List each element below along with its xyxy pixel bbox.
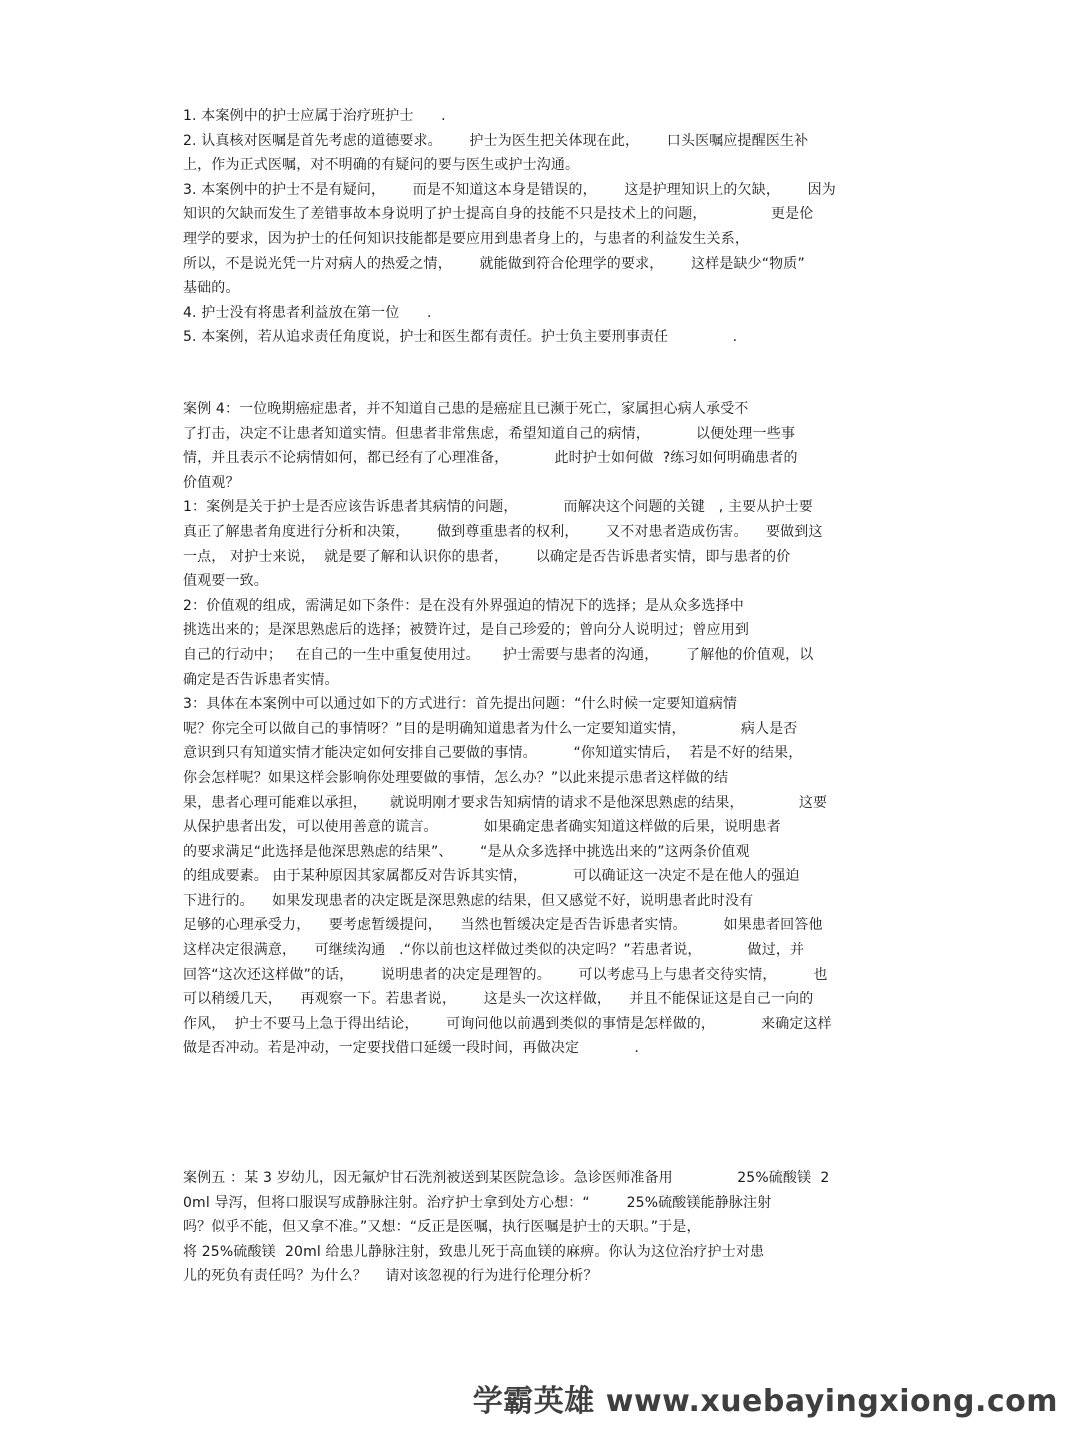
text-line: 2. 认真核对医嘱是首先考虑的道德要求。 护士为医生把关体现在此， 口头医嘱应提醒医生补 <box>183 132 809 149</box>
text-line: 真正了解患者角度进行分析和决策， 做到尊重患者的权利， 又不对患者造成伤害。 要做到这 <box>183 523 823 540</box>
text-line: 吗？似乎不能，但又拿不准。”又想：“反正是医嘱，执行医嘱是护士的天职。”于是， <box>183 1219 701 1236</box>
text-line: 的组成要素。 由于某种原因其家属都反对告诉其实情， 可以确证这一决定不是在他人的强迫 <box>183 868 800 885</box>
case3-analysis-section <box>183 104 903 350</box>
text-line: 值观要一致。 <box>183 573 268 590</box>
case5-section <box>183 1166 903 1289</box>
site-watermark: 学霸英雄 www.xuebayingxiong.com <box>472 1384 1058 1419</box>
text-line: 理学的要求，因为护士的任何知识技能都是要应用到患者身上的，与患者的利益发生关系， <box>183 230 749 247</box>
text-line: 所以，不是说光凭一片对病人的热爱之情， 就能做到符合伦理学的要求， 这样是缺少“物质” <box>183 255 805 272</box>
text-line: 1：案例是关于护士是否应该告诉患者其病情的问题， 而解决这个问题的关键 , 主要从护士要 <box>183 499 813 516</box>
text-line: 基础的。 <box>183 280 240 297</box>
text-line: 下进行的。 如果发现患者的决定既是深思熟虑的结果，但又感觉不好，说明患者此时没有 <box>183 892 754 909</box>
text-line: 案例 4：一位晚期癌症患者，并不知道自己患的是癌症且已濒于死亡，家属担心病人承受不 <box>183 401 749 417</box>
text-line: 儿的死负有责任吗？为什么？ 请对该忽视的行为进行伦理分析？ <box>183 1268 598 1285</box>
text-line: 3：具体在本案例中可以通过如下的方式进行：首先提出问题：“什么时候一定要知道病情 <box>183 696 738 713</box>
text-line: 一点， 对护士来说， 就是要了解和认识你的患者， 以确定是否告诉患者实情，即与患者的价 <box>183 548 791 565</box>
text-line: 2：价值观的组成，需满足如下条件：是在没有外界强迫的情况下的选择；是从众多选择中 <box>183 597 744 614</box>
text-line: 挑选出来的；是深思熟虑后的选择；被赞许过，是自己珍爱的；曾向分人说明过；曾应用到 <box>183 622 749 639</box>
text-line: 自己的行动中； 在自己的一生中重复使用过。 护士需要与患者的沟通， 了解他的价值观，以 <box>183 646 814 663</box>
text-line: 意识到只有知道实情才能决定如何安排自己要做的事情。 “你知道实情后， 若是不好的结果， <box>183 745 803 762</box>
text-line: 3. 本案例中的护士不是有疑问， 而是不知道这本身是错误的， 这是护理知识上的欠缺， 因为 <box>183 181 836 198</box>
text-line: 做是否冲动。若是冲动，一定要找借口延缓一段时间，再做决定 . <box>183 1040 640 1057</box>
text-line: 可以稍缓几天， 再观察一下。若患者说， 这是头一次这样做， 并且不能保证这是自己一向的 <box>183 991 814 1008</box>
text-line: 价值观？ <box>183 474 240 491</box>
text-line: 确定是否告诉患者实情。 <box>183 671 339 688</box>
text-line: 情，并且表示不论病情如何，都已经有了心理准备， 此时护士如何做 ?练习如何明确患者的 <box>183 450 798 467</box>
text-line: 案例五 ：某 3 岁幼儿，因无氟炉甘石洗剂被送到某医院急诊。急诊医师准备用 25%硫酸镁 2 <box>183 1170 830 1186</box>
text-line: 的要求满足“此选择是他深思熟虑的结果”、 “是从众多选择中挑选出来的”这两条价值观 <box>183 843 750 860</box>
text-line: 了打击，决定不让患者知道实情。但患者非常焦虑，希望知道自己的病情， 以便处理一些事 <box>183 425 795 442</box>
text-line: 0ml 导泻，但将口服误写成静脉注射。治疗护士拿到处方心想：“ 25%硫酸镁能静脉注射 <box>183 1194 772 1211</box>
text-line: 呢？你完全可以做自己的事情呀？”目的是明确知道患者为什么一定要知道实情， 病人是否 <box>183 720 798 737</box>
text-line: 1. 本案例中的护士应属于治疗班护士 . <box>183 108 446 124</box>
text-line: 足够的心理承受力， 要考虑暂缓提问， 当然也暂缓决定是否告诉患者实情。 如果患者回答他 <box>183 917 823 934</box>
text-line: 知识的欠缺而发生了差错事故本身说明了护士提高自身的技能不只是技术上的问题， 更是伦 <box>183 206 814 223</box>
text-line: 5. 本案例，若从追求责任角度说，护士和医生都有责任。护士负主要刑事责任 . <box>183 329 738 346</box>
text-line: 上，作为正式医嘱，对不明确的有疑问的要与医生或护士沟通。 <box>183 157 580 174</box>
text-line: 你会怎样呢？如果这样会影响你处理要做的事情，怎么办？”以此来提示患者这样做的结 <box>183 769 729 786</box>
text-line: 果，患者心理可能难以承担， 就说明刚才要求告知病情的请求不是他深思熟虑的结果， 这要 <box>183 794 828 811</box>
case4-section <box>183 397 903 1061</box>
text-line: 回答“这次还这样做”的话， 说明患者的决定是理智的。 可以考虑马上与患者交待实情， 也 <box>183 966 828 983</box>
text-line: 从保护患者出发，可以使用善意的谎言。 如果确定患者确实知道这样做的后果，说明患者 <box>183 819 781 836</box>
text-line: 这样决定很满意， 可继续沟通 .“你以前也这样做过类似的决定吗？”若患者说， 做过，并 <box>183 942 805 959</box>
text-line: 作风， 护士不要马上急于得出结论， 可询问他以前遇到类似的事情是怎样做的， 来确定这样 <box>183 1015 832 1032</box>
text-line: 将 25%硫酸镁 20ml 给患儿静脉注射，致患儿死于高血镁的麻痹。你认为这位治疗护士对患 <box>183 1243 765 1260</box>
text-line: 4. 护士没有将患者利益放在第一位 . <box>183 304 432 321</box>
